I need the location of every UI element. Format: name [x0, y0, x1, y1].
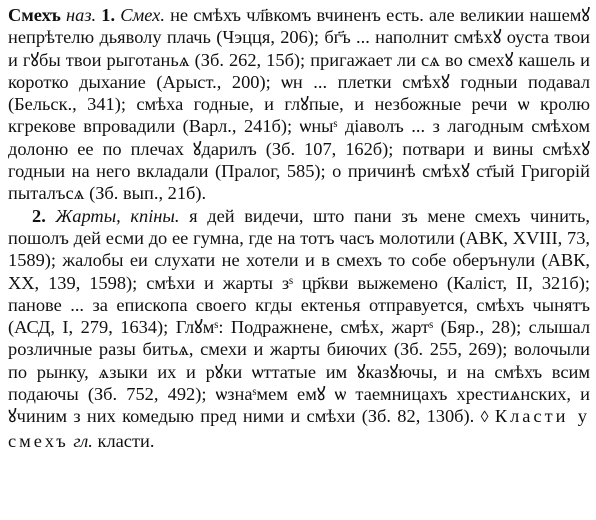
crossref-target: класти. — [97, 430, 155, 451]
part-of-speech: наз. — [66, 5, 97, 25]
sense-1-text: не смѣхъ чл҃вкомъ вчиненъ есть. але великии нашемꙋ непрѣтелю дьяволу плачь (Чэцця, 206); бг҃ъ ... наполнит смѣхꙋ оуста твои и гꙋбы твои рыготаньѧ (Зб. 262, 15б); пригажает ли сѧ во смехꙋ кашель и коротко дыхание (Арыст., 200); ѡн ... плетки смѣхꙋ годныи подавал (Бельск., 341); смѣха годные, и глꙋпые, и незбожные речи ѡ кролю кгрекове впровадили (Варл., 241б); ѡныˢ діаволъ ... з лагодным смѣхом долоню ее по плечах ꙋдарилъ (Зб. 107, 162б); потвари и вины смѣхꙋ годныи на него вкладали (Пралог, 585); о причинѣ смѣхꙋ ст҃ый Григорій пыталъсѧ (Зб. вып., 21б). — [8, 5, 590, 204]
crossref-phrase: Класти у смехъ — [8, 406, 590, 451]
crossref-part-of-speech: гл. — [73, 430, 93, 451]
sense-1-gloss: Смех. — [120, 5, 165, 25]
headword: Смехъ — [8, 5, 61, 25]
sense-2-text: я дей видечи, што пани зъ мене смехъ чинить, пошолъ дей есми до ее гумна, где на тотъ часъ молотили (АВК, XVIII, 73, 1589); жалобы еи слухати не хотели и в смехъ то собе оберънули (АВК, XX, 139, 1598); смѣхи и жарты зˢ цр҃кви выжемено (Каліст, II, 321б); панове ... за епископа своего кгды ектенья отправуется, смѣхъ чынятъ (АСД, I, 279, 1634); Глꙋмˢ: Подражнене, смѣх, жартˢ (Бяр., 28); слышал розличные разы битьѧ, смехи и жарты биючих (Зб. 255, 269); волочыли по рынку, ѧзыки их и рꙋки ѡттатые им ꙋказꙋючы, и на смѣхъ всим подаючы (Зб. 752, 492); ѡзнаˢмем емꙋ ѡ таемницахъ хрестиѧнских, и ꙋчиним з них комедыю пред ними и смѣхи (Зб. 82, 130б). — [8, 205, 590, 427]
sense-1-number: 1. — [101, 5, 116, 25]
diamond-icon: ◊ — [480, 409, 489, 427]
sense-2-paragraph — [8, 205, 590, 452]
sense-1-paragraph — [8, 4, 590, 205]
sense-2-number: 2. — [32, 205, 46, 226]
sense-2-gloss: Жарты, кпіны. — [55, 205, 180, 226]
